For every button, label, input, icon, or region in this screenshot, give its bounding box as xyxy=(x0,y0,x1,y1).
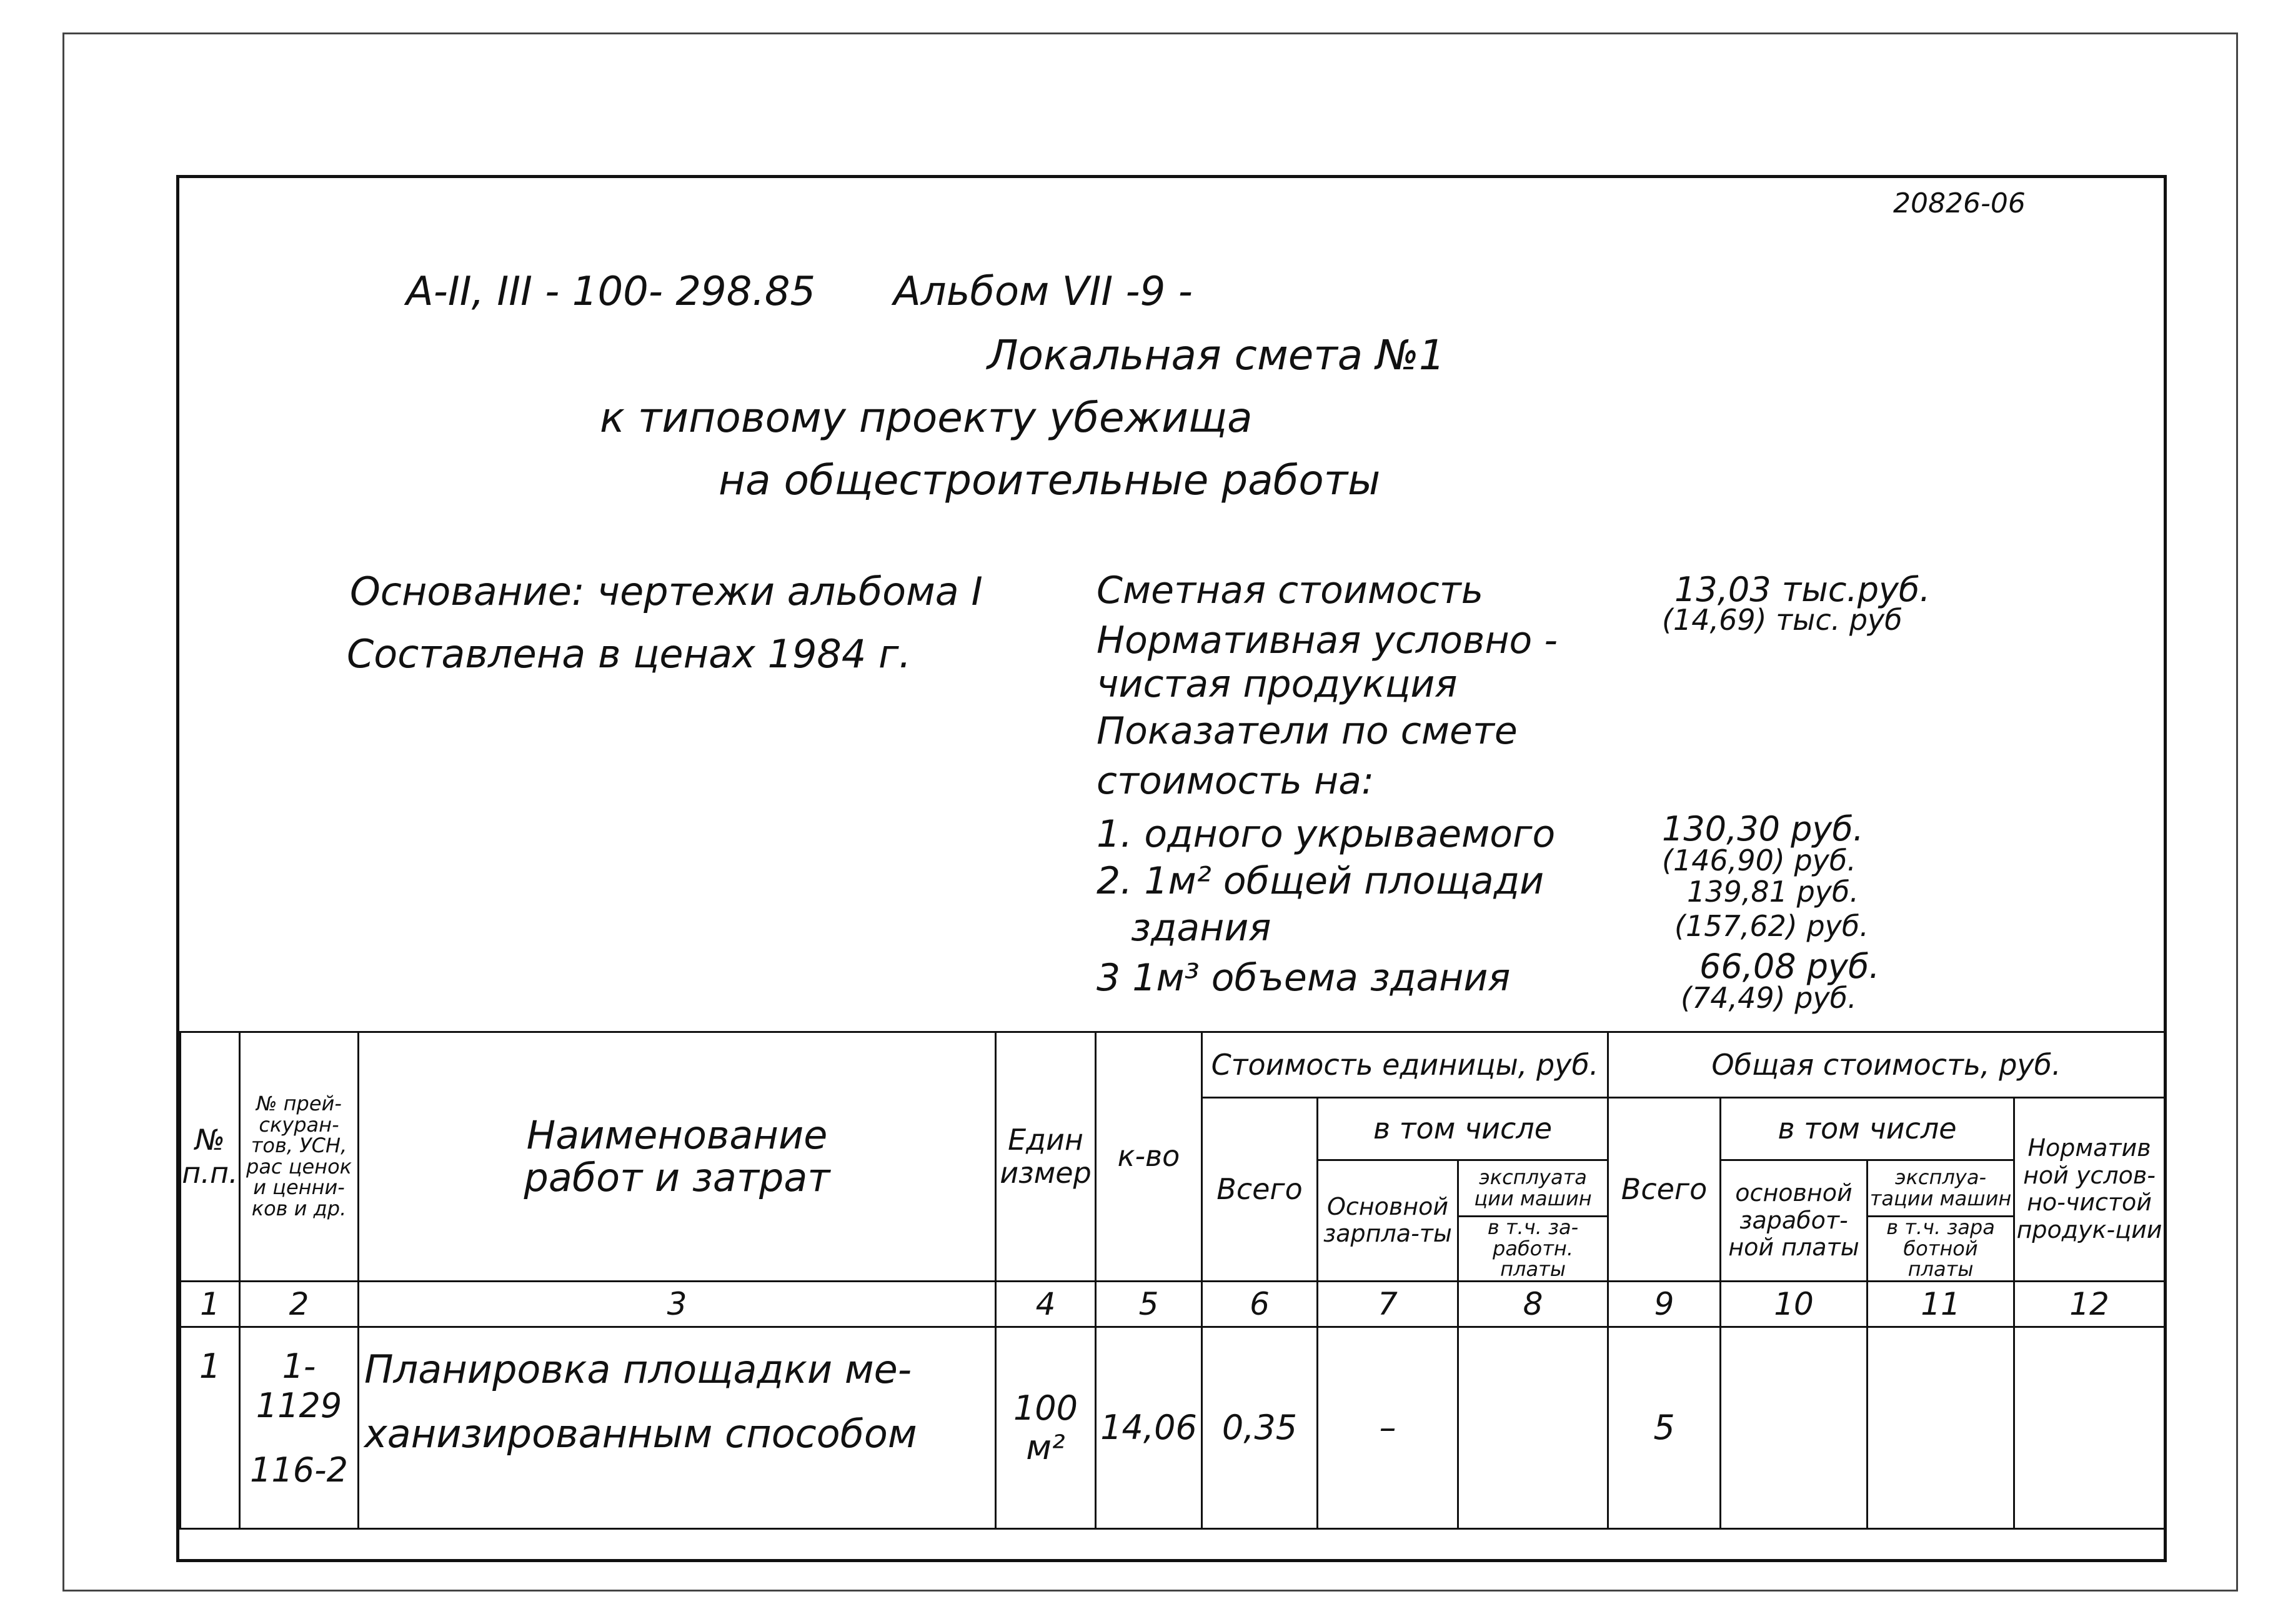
row-unit-line2: м² xyxy=(1026,1427,1065,1467)
header-unit-cost: Стоимость единицы, руб. xyxy=(1202,1032,1608,1098)
row-total-wage xyxy=(1721,1327,1868,1528)
header-unit-machine-wage: в т.ч. за-работн. платы xyxy=(1458,1217,1608,1282)
price-basis-text: Составлена в ценах 1984 г. xyxy=(347,631,912,677)
indicators-label-line1: Показатели по смете xyxy=(1097,709,1518,753)
cost-value: 13,03 тыс.руб. xyxy=(1674,570,1931,609)
row-unit-cost: 0,35 xyxy=(1202,1327,1318,1528)
column-number: 3 xyxy=(359,1281,996,1327)
column-number-row xyxy=(181,1281,2165,1327)
indicators-label-line2: стоимость на: xyxy=(1097,759,1375,803)
indicator-3-norm: (74,49) руб. xyxy=(1681,981,1857,1015)
norm-label-line1: Нормативная условно - xyxy=(1097,619,1558,662)
indicator-2-value: 139,81 руб. xyxy=(1687,875,1859,909)
column-number: 11 xyxy=(1868,1281,2014,1327)
norm-label-line2: чистая продукция xyxy=(1097,662,1458,706)
column-number: 9 xyxy=(1608,1281,1721,1327)
indicator-3-value: 66,08 руб. xyxy=(1699,947,1880,986)
row-unit-machines xyxy=(1458,1327,1608,1528)
header-unit-machines: эксплуата ции машин xyxy=(1458,1160,1608,1217)
header-total-machines: эксплуа-тации машин xyxy=(1868,1160,2014,1217)
row-price-ref xyxy=(240,1327,359,1528)
basis-text: Основание: чертежи альбома I xyxy=(350,569,983,614)
row-work-name-line1: Планировка площадки ме- xyxy=(364,1346,912,1392)
estimate-title: Локальная смета №1 xyxy=(987,331,1445,379)
norm-value: (14,69) тыс. руб xyxy=(1662,603,1903,637)
column-number: 5 xyxy=(1096,1281,1202,1327)
header-norm-product: Норматив ной услов-но-чистой продук-ции xyxy=(2014,1098,2165,1282)
column-number: 1 xyxy=(181,1281,240,1327)
column-number: 8 xyxy=(1458,1281,1608,1327)
indicator-1-label: 1. одного укрываемого xyxy=(1097,812,1556,856)
row-price-ref-line1: 1-1129 xyxy=(256,1346,342,1425)
row-price-ref-line2: 116-2 xyxy=(250,1450,348,1490)
header-unit-wage: Основной зарпла-ты xyxy=(1318,1160,1458,1282)
header-row-1 xyxy=(181,1032,2165,1098)
header-work-name xyxy=(359,1032,996,1282)
header-unit-all: Всего xyxy=(1202,1098,1318,1282)
album-number: Альбом VII -9 - xyxy=(893,269,1193,315)
estimate-table xyxy=(179,1031,2166,1530)
estimate-subtitle: к типовому проекту убежища xyxy=(600,394,1253,442)
indicator-1-value: 130,30 руб. xyxy=(1662,809,1864,849)
header-price-ref: № прей-скуран-тов, УСН, рас ценок и ценни-ков и др. xyxy=(240,1032,359,1282)
estimate-scope: на общестроительные работы xyxy=(719,456,1381,504)
indicator-3-label: 3 1м³ объема здания xyxy=(1097,956,1511,1000)
column-number: 4 xyxy=(996,1281,1096,1327)
row-unit-line1: 100 xyxy=(1013,1388,1078,1428)
indicator-2-label-line2: здания xyxy=(1131,906,1271,950)
column-number: 6 xyxy=(1202,1281,1318,1327)
row-unit xyxy=(996,1327,1096,1528)
indicator-2-norm: (157,62) руб. xyxy=(1674,909,1869,943)
row-number: 1 xyxy=(181,1327,240,1528)
row-work-name xyxy=(359,1327,996,1528)
header-total-machine-wage: в т.ч. зара ботной платы xyxy=(1868,1217,2014,1282)
header-total-including: в том числе xyxy=(1721,1098,2014,1160)
row-total-cost: 5 xyxy=(1608,1327,1721,1528)
row-work-name-line2: ханизированным способом xyxy=(364,1410,917,1457)
row-quantity: 14,06 xyxy=(1096,1327,1202,1528)
header-total-all: Всего xyxy=(1608,1098,1721,1282)
row-unit-wage: – xyxy=(1318,1327,1458,1528)
column-number: 10 xyxy=(1721,1281,1868,1327)
header-work-name-line2: работ и затрат xyxy=(524,1154,830,1200)
indicator-2-label-line1: 2. 1м² общей площади xyxy=(1097,859,1544,903)
header-unit: Един измер xyxy=(996,1032,1096,1282)
header-work-name-line1: Наименование xyxy=(526,1112,828,1158)
row-total-machines xyxy=(1868,1327,2014,1528)
column-number: 2 xyxy=(240,1281,359,1327)
cost-label: Сметная стоимость xyxy=(1097,569,1484,612)
document-number: 20826-06 xyxy=(1893,187,2026,219)
header-quantity: к-во xyxy=(1096,1032,1202,1282)
header-total-wage: основной заработ-ной платы xyxy=(1721,1160,1868,1282)
header-unit-including: в том числе xyxy=(1318,1098,1608,1160)
row-norm-product xyxy=(2014,1327,2165,1528)
column-number: 12 xyxy=(2014,1281,2165,1327)
header-row-number: № п.п. xyxy=(181,1032,240,1282)
table-row xyxy=(181,1327,2165,1528)
indicator-1-norm: (146,90) руб. xyxy=(1662,844,1856,877)
series-code: А-II, III - 100- 298.85 xyxy=(406,269,816,315)
header-total-cost: Общая стоимость, руб. xyxy=(1608,1032,2165,1098)
column-number: 7 xyxy=(1318,1281,1458,1327)
